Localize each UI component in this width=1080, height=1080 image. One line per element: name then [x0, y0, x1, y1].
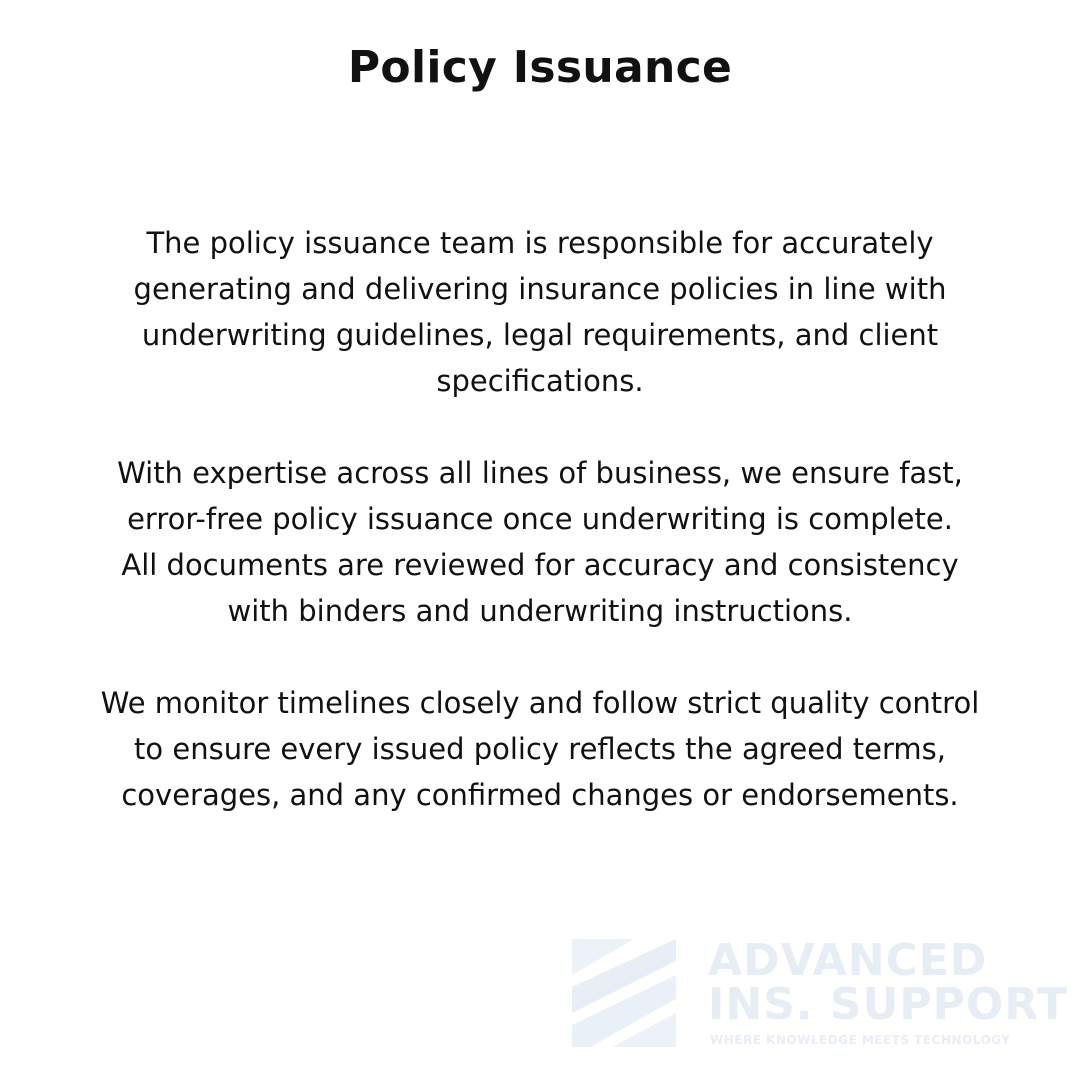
- watermark-line-2: INS. SUPPORT: [708, 979, 1069, 1030]
- watermark-tagline: WHERE KNOWLEDGE MEETS TECHNOLOGY: [710, 1033, 1011, 1047]
- stripes-logo-icon: [572, 939, 682, 1047]
- paragraph-line: with binders and underwriting instructions.: [227, 594, 853, 628]
- paragraph-line: All documents are reviewed for accuracy and consistency: [121, 548, 959, 582]
- paragraph-line: coverages, and any confirmed changes or endorsements.: [121, 778, 959, 812]
- watermark-line-1: ADVANCED: [708, 935, 988, 986]
- page-title: Policy Issuance: [347, 42, 733, 93]
- paragraph-line: With expertise across all lines of business, we ensure fast,: [117, 456, 963, 490]
- paragraph-line: underwriting guidelines, legal requirements, and client: [141, 318, 939, 352]
- paragraph-line: error-free policy issuance once underwriting is complete.: [127, 502, 953, 536]
- paragraph-line: The policy issuance team is responsible for accurately: [146, 226, 934, 260]
- paragraph-line: specifications.: [436, 364, 644, 398]
- paragraph-2: [24, 450, 1056, 634]
- watermark-logo: [572, 935, 1069, 1055]
- paragraph-line: generating and delivering insurance policies in line with: [133, 272, 947, 306]
- paragraph-3: [24, 680, 1056, 818]
- paragraph-1: [24, 220, 1056, 404]
- paragraph-line: We monitor timelines closely and follow strict quality control: [100, 686, 980, 720]
- body-text: [24, 220, 1056, 864]
- paragraph-line: to ensure every issued policy reflects the agreed terms,: [134, 732, 946, 766]
